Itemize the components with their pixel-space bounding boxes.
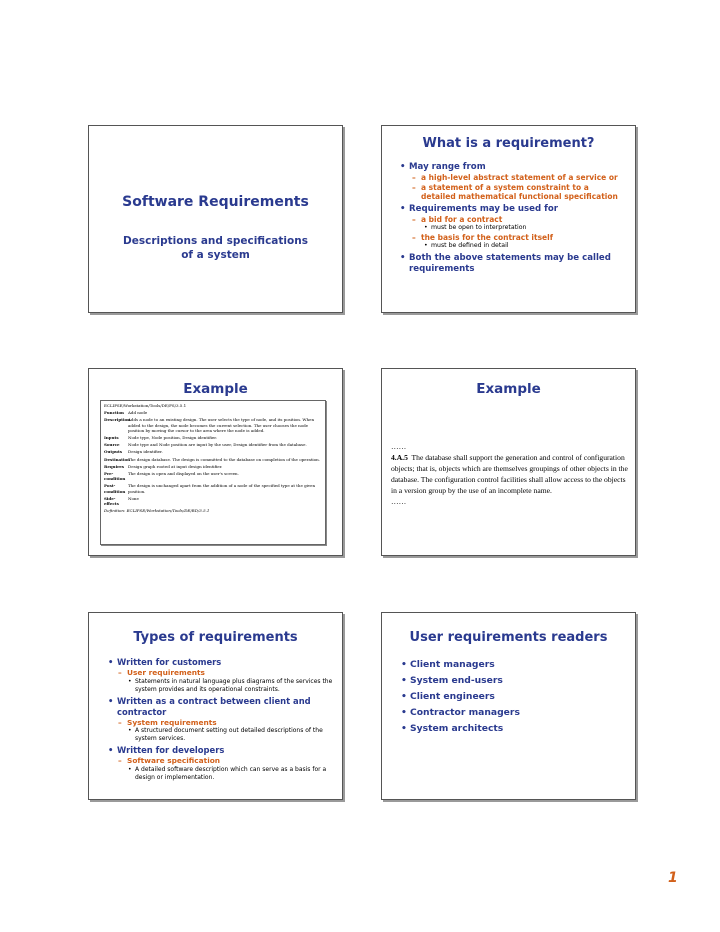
detail-bullet: • Statements in natural language plus diagrams of the services the system provides and its operational constraints. [128,678,334,694]
requirement-ref: 4.A.5 [391,453,408,462]
spec-row: Requires Design graph rooted at input design identifier. [104,463,223,469]
sub-bullet: – a statement of a system constraint to a detailed mathematical functional specification [412,183,625,202]
spec-row: Post-condition The design is unchanged apart from the addition of a node of the specified type at the given position. [104,483,316,494]
slide-title: Example [183,381,248,397]
reader-item: • Client engineers [401,689,627,705]
slide-body [108,655,334,782]
detail-bullet: • must be defined in detail [424,242,625,251]
slide-title: What is a requirement? [422,136,595,151]
slide-6 [381,612,636,800]
detail-bullet: • A detailed software description which can serve as a basis for a design or implementation. [128,766,334,782]
sub-bullet: – the basis for the contract itself [412,233,625,243]
bullet: • Written for developers [108,745,334,756]
spec-row: Description Adds a node to an existing design. The user selects the type of node, and its position. When added to the design, the node becomes the current selection. The user chooses the node position by moving the cursor to the area where the node is added. [104,417,315,433]
slide-body [401,657,627,737]
requirement-text [391,452,629,496]
slide-5 [88,612,343,800]
bullet: • Written for customers [108,657,334,668]
detail-bullet: • A structured document setting out detailed descriptions of the system services. [128,727,334,743]
slide-4 [381,368,636,556]
spec-row: Side-effects None [104,495,139,507]
reader-item: • Contractor managers [401,705,627,721]
sub-bullet: – Software specification [118,756,334,766]
requirement-body: The database shall support the generation and control of configuration objects; that is, objects which are themselves groupings of other objects in the database. The configuration control facilities shall allow access to the objects in a version group by the use of an incomplete name. [391,453,628,495]
bullet: • Requirements may be used for [400,204,625,215]
slide-title: User requirements readers [409,630,608,645]
spec-row: Outputs Design identifier. [104,449,163,455]
reader-item: • Client managers [401,657,627,673]
reader-item: • System architects [401,721,627,737]
spec-definition: Definition: ECLIPSE/Workstation/Tools/DE/RD/3.5.1 [104,508,210,514]
spec-row: Inputs Node type, Node position, Design identifier. [104,435,218,441]
spec-path: ECLIPSE/Workstation/Tools/DE/FS/3.5.1 [104,403,187,408]
detail-bullet: • must be open to interpretation [424,224,625,233]
reader-item: • System end-users [401,673,627,689]
sub-bullet: – a bid for a contract [412,215,625,225]
sub-bullet: – User requirements [118,668,334,678]
ellipsis-top: …… [391,442,407,451]
sub-bullet: – System requirements [118,718,334,728]
bullet: • Written as a contract between client and contractor [108,696,334,718]
spec-row: Destination The design database. The design is committed to the database on completion of the operation. [104,456,320,462]
slide-body [400,160,625,275]
bullet: • Both the above statements may be called requirements [400,253,625,275]
slide-1 [88,125,343,313]
spec-row: Function Add node [104,410,148,416]
sub-bullet: – a high-level abstract statement of a service or [412,173,625,183]
slide-body [391,441,629,507]
slide-title: Software Requirements [122,194,309,210]
slide-subtitle [119,234,312,262]
page-number: 1 [668,870,678,886]
slide-3 [88,368,343,556]
ellipsis-bottom: …… [391,497,407,506]
subtitle-line-1: Descriptions and specifications [123,235,308,247]
bullet: • May range from [400,162,625,173]
spec-row: Source Node type and Node position are input by the user, Design identifier from the database. [104,442,307,448]
slide-2 [381,125,636,313]
spec-table [100,400,326,545]
spec-row: Pre-condition The design is open and displayed on the user's screen. [104,471,239,482]
subtitle-line-2: of a system [181,249,250,261]
slide-title: Types of requirements [133,630,298,645]
slide-title: Example [476,381,541,397]
